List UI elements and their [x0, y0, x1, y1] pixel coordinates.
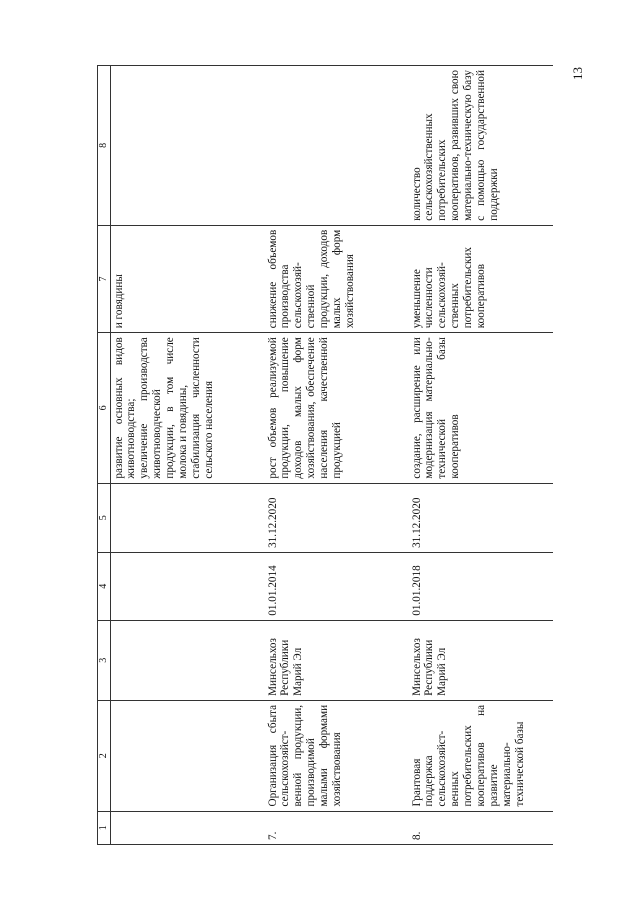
cell-executor: Минсельхоз Республики Марий Эл: [265, 620, 409, 700]
header-cell: 3: [98, 620, 111, 700]
cell-consequence: снижение объемов производства сельскохозяй-ственной продукции, доходов малых форм хозяйствования: [265, 225, 409, 333]
rotated-table-container: [97, 65, 549, 845]
cell-result: рост объемов реализуемой продукции, повышение доходов малых форм хозяйствования, обеспечение населения качественной продукцией: [265, 333, 409, 483]
table-header-row: [98, 66, 111, 845]
header-cell: 2: [98, 700, 111, 811]
cell-consequence: уменьшение численности сельскохозяй-ственных потребительских кооперативов: [409, 225, 553, 333]
cell-empty: [110, 483, 265, 552]
cell-empty: [110, 552, 265, 620]
cell-empty: [110, 66, 265, 226]
cell-executor: Минсельхоз Республики Марий Эл: [409, 620, 553, 700]
cell-indicator: [265, 66, 409, 226]
table-row-continuation: [110, 66, 265, 845]
header-cell: 1: [98, 811, 111, 844]
measures-table: [97, 65, 553, 845]
cell-number: 7.: [265, 811, 409, 844]
cell-measure-name: Организация сбыта сельскохозяйст-венной продукции, производимой малыми формами хозяйствования: [265, 700, 409, 811]
cell-consequence: и говядины: [110, 225, 265, 333]
cell-indicator: количество сельскохозяйственных потребительских кооперативов, развивших свою материально-техническую базу с помощью государственной поддержки: [409, 66, 553, 226]
header-cell: 6: [98, 333, 111, 483]
header-cell: 8: [98, 66, 111, 226]
cell-result: развитие основных видов животноводства; увеличение производства животноводческой продукции, в том числе молока и говядины, стабилизация численности сельского населения: [110, 333, 265, 483]
header-cell: 4: [98, 552, 111, 620]
cell-end-date: 31.12.2020: [265, 483, 409, 552]
cell-measure-name: Грантовая поддержка сельскохозяйст-венных потребительских кооперативов на развитие материально-технической базы: [409, 700, 553, 811]
page-number: 13: [570, 67, 585, 80]
table-row: [409, 66, 553, 845]
cell-empty: [110, 620, 265, 700]
header-cell: 7: [98, 225, 111, 333]
cell-start-date: 01.01.2018: [409, 552, 553, 620]
cell-empty: [110, 811, 265, 844]
table-row: [265, 66, 409, 845]
cell-start-date: 01.01.2014: [265, 552, 409, 620]
header-cell: 5: [98, 483, 111, 552]
cell-result: создание, расширение или модернизация материально-технической базы кооперативов: [409, 333, 553, 483]
cell-end-date: 31.12.2020: [409, 483, 553, 552]
cell-empty: [110, 700, 265, 811]
cell-number: 8.: [409, 811, 553, 844]
